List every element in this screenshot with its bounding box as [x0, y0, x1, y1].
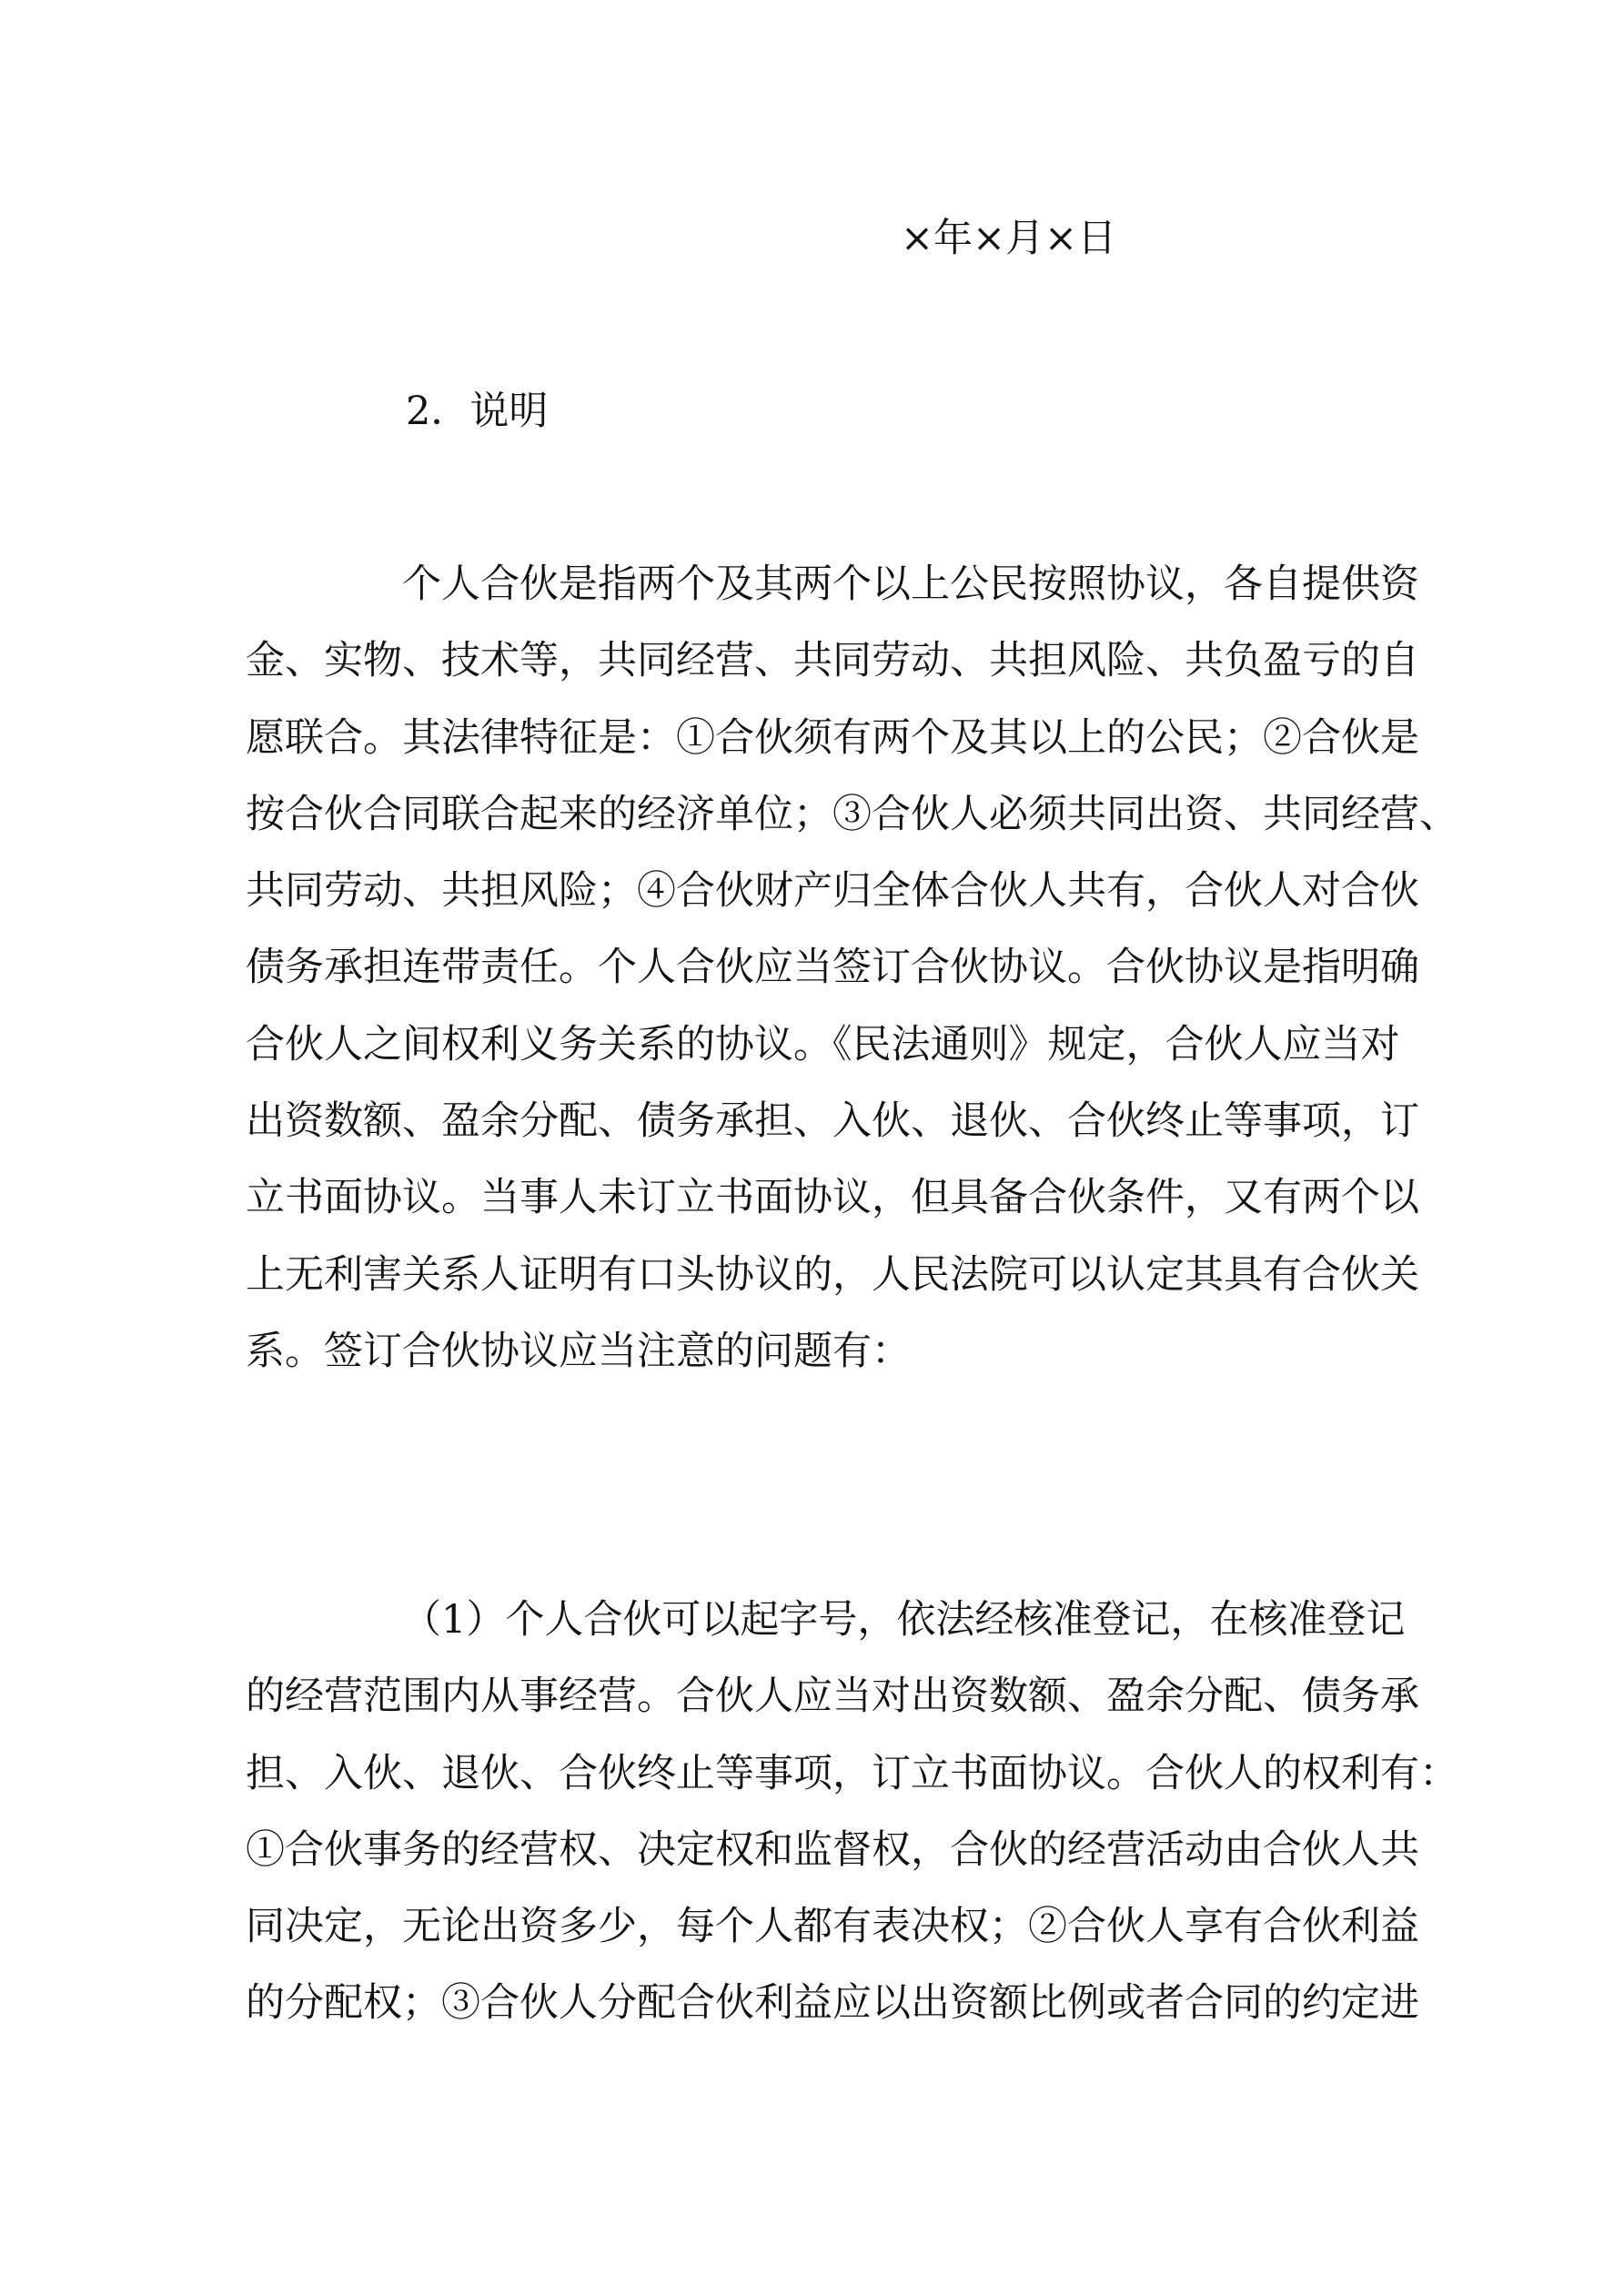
paragraph-line: 合伙人之间权利义务关系的协议。《民法通则》规定，合伙人应当对	[246, 1021, 1400, 1067]
paragraph-item-1	[246, 1582, 1458, 2042]
paragraph-line: 系。签订合伙协议应当注意的问题有：	[246, 1328, 911, 1374]
paragraph-line: ①合伙事务的经营权、决定权和监督权，合伙的经营活动由合伙人共	[246, 1826, 1419, 1873]
paragraph-line: 共同劳动、共担风险；④合伙财产归全体合伙人共有，合伙人对合伙	[246, 868, 1419, 915]
paragraph-line: 债务承担连带责任。个人合伙应当签订合伙协议。合伙协议是指明确	[246, 945, 1419, 991]
paragraph-line: 的分配权；③合伙人分配合伙利益应以出资额比例或者合同的约定进	[246, 1980, 1419, 2027]
paragraph-line: 个人合伙是指两个及其两个以上公民按照协议，各自提供资	[402, 561, 1419, 607]
paragraph-line: 同决定，无论出资多少，每个人都有表决权；②合伙人享有合伙利益	[246, 1904, 1419, 1950]
paragraph-line: 出资数额、盈余分配、债务承担、入伙、退伙、合伙终止等事项，订	[246, 1098, 1419, 1145]
date-line: ×年×月×日	[901, 216, 1117, 261]
paragraph-explanation	[246, 546, 1458, 1390]
paragraph-line: 上无利害关系人证明有口头协议的，人民法院可以认定其具有合伙关	[246, 1251, 1419, 1298]
paragraph-line: 按合伙合同联合起来的经济单位；③合伙人必须共同出资、共同经营、	[246, 791, 1458, 837]
section-heading: 2．说明	[406, 389, 549, 434]
paragraph-line: 的经营范围内从事经营。合伙人应当对出资数额、盈余分配、债务承	[246, 1674, 1419, 1720]
paragraph-line: 立书面协议。当事人未订立书面协议，但具备合伙条件，又有两个以	[246, 1175, 1419, 1221]
paragraph-line: 愿联合。其法律特征是：①合伙须有两个及其以上的公民；②合伙是	[246, 714, 1419, 761]
paragraph-line: 担、入伙、退伙、合伙终止等事项，订立书面协议。合伙人的权利有：	[246, 1750, 1458, 1796]
paragraph-line: 金、实物、技术等，共同经营、共同劳动、共担风险、共负盈亏的自	[246, 638, 1419, 684]
paragraph-line: （1）个人合伙可以起字号，依法经核准登记，在核准登记	[402, 1597, 1406, 1643]
